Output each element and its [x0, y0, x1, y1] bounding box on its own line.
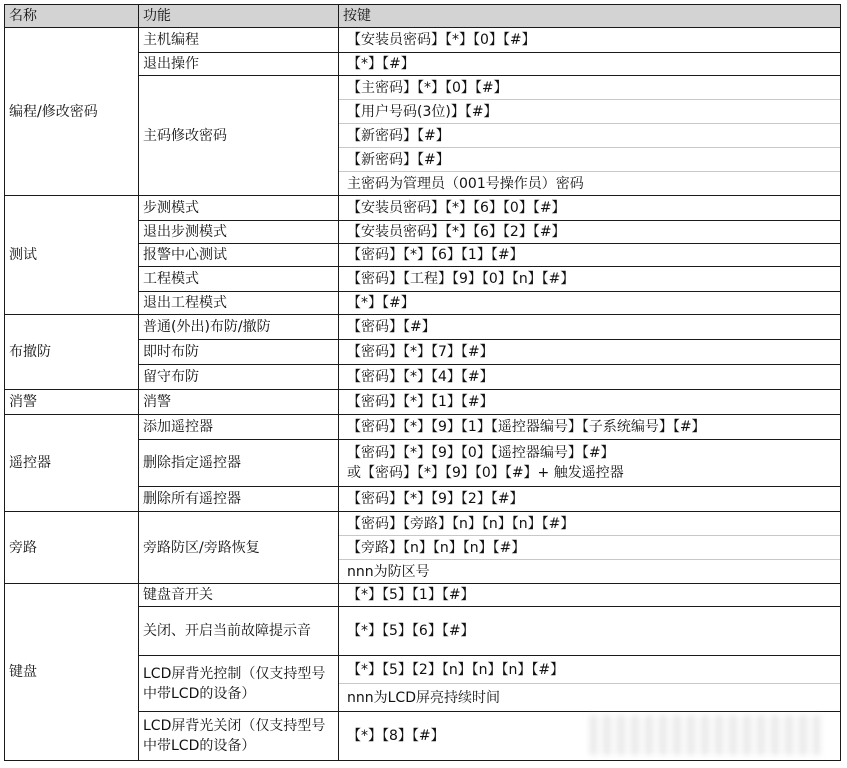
key-sequence-list [339, 512, 840, 583]
category-name: 旁路 [5, 512, 139, 584]
function-cell: 退出步测模式 [139, 221, 339, 244]
keys-cell: 【密码】【*】【7】【#】 [339, 340, 841, 365]
header-name: 名称 [5, 5, 139, 28]
category-name: 编程/修改密码 [5, 28, 139, 196]
keys-cell: 【安装员密码】【*】【0】【#】 [339, 28, 841, 53]
table-row [5, 584, 841, 607]
header-function: 功能 [139, 5, 339, 28]
keys-cell [339, 440, 841, 487]
keys-cell: 【密码】【#】 [339, 315, 841, 340]
keys-cell: 【*】【#】 [339, 292, 841, 315]
keys-cell: 【密码】【*】【4】【#】 [339, 365, 841, 390]
function-cell: 键盘音开关 [139, 584, 339, 607]
key-sequence-list [339, 656, 840, 711]
function-cell: 即时布防 [139, 340, 339, 365]
keys-cell: 【密码】【*】【1】【#】 [339, 390, 841, 415]
keys-cell: 【*】【5】【1】【#】 [339, 584, 841, 607]
key-sequence-line: 【新密码】【#】 [339, 124, 840, 148]
function-cell: 旁路防区/旁路恢复 [139, 512, 339, 584]
function-cell: 删除指定遥控器 [139, 440, 339, 487]
keys-cell: 【安装员密码】【*】【6】【0】【#】 [339, 196, 841, 221]
table-row [5, 315, 841, 340]
watermark-blur [590, 715, 820, 755]
keys-cell: 【*】【#】 [339, 53, 841, 76]
key-sequence-line: 主密码为管理员（001号操作员）密码 [347, 175, 584, 192]
header-row [5, 5, 841, 28]
keys-cell: 【密码】【*】【6】【1】【#】 [339, 244, 841, 267]
function-cell: 消警 [139, 390, 339, 415]
function-cell: 报警中心测试 [139, 244, 339, 267]
function-cell: 留守布防 [139, 365, 339, 390]
keys-cell [339, 656, 841, 712]
header-keys: 按键 [339, 5, 841, 28]
function-cell: LCD屏背光控制（仅支持型号中带LCD的设备） [139, 656, 339, 712]
keys-cell: 【密码】【工程】【9】【0】【n】【#】 [339, 267, 841, 292]
function-cell: 添加遥控器 [139, 415, 339, 440]
category-name: 布撤防 [5, 315, 139, 390]
key-sequence-line: 【*】【5】【2】【n】【n】【n】【#】 [339, 656, 840, 684]
function-cell: 普通(外出)布防/撤防 [139, 315, 339, 340]
keys-cell [339, 76, 841, 196]
keys-cell: 【密码】【*】【9】【2】【#】 [339, 487, 841, 512]
key-sequence-line: 【旁路】【n】【n】【n】【#】 [339, 536, 840, 560]
function-cell: 退出操作 [139, 53, 339, 76]
keys-cell [339, 512, 841, 584]
key-sequence-list [339, 76, 840, 195]
category-name: 遥控器 [5, 415, 139, 512]
category-name: 键盘 [5, 584, 139, 761]
key-sequence-line: 或【密码】【*】【9】【0】【#】+ 触发遥控器 [347, 465, 624, 481]
keys-cell: 【*】【8】【#】 [339, 712, 841, 761]
keys-cell: 【安装员密码】【*】【6】【2】【#】 [339, 221, 841, 244]
key-sequence-line: 【密码】【旁路】【n】【n】【n】【#】 [339, 512, 840, 536]
category-name: 消警 [5, 390, 139, 415]
keys-cell: 【*】【5】【6】【#】 [339, 607, 841, 656]
key-sequence-line: 【密码】【*】【9】【0】【遥控器编号】【#】 [347, 445, 615, 461]
key-sequence-line: 【用户号码(3位)】【#】 [339, 100, 840, 124]
key-sequence-line: 【新密码】【#】 [339, 148, 840, 172]
table-body [5, 28, 841, 761]
function-cell: 退出工程模式 [139, 292, 339, 315]
table-row [5, 390, 841, 415]
function-cell: 步测模式 [139, 196, 339, 221]
function-cell: 工程模式 [139, 267, 339, 292]
function-cell: 关闭、开启当前故障提示音 [139, 607, 339, 656]
key-sequence-line: nnn为防区号 [347, 563, 430, 580]
category-name: 测试 [5, 196, 139, 315]
function-cell: LCD屏背光关闭（仅支持型号中带LCD的设备） [139, 712, 339, 761]
command-table [4, 4, 841, 761]
function-cell: 主机编程 [139, 28, 339, 53]
function-cell: 主码修改密码 [139, 76, 339, 196]
function-cell: 删除所有遥控器 [139, 487, 339, 512]
table-row [5, 512, 841, 584]
table-row [5, 196, 841, 221]
table-row [5, 28, 841, 53]
key-sequence-line: nnn为LCD屏亮持续时间 [347, 689, 500, 706]
command-table-container [4, 4, 840, 761]
keys-cell: 【密码】【*】【9】【1】【遥控器编号】【子系统编号】【#】 [339, 415, 841, 440]
key-sequence-line: 【主密码】【*】【0】【#】 [339, 76, 840, 100]
table-row [5, 415, 841, 440]
